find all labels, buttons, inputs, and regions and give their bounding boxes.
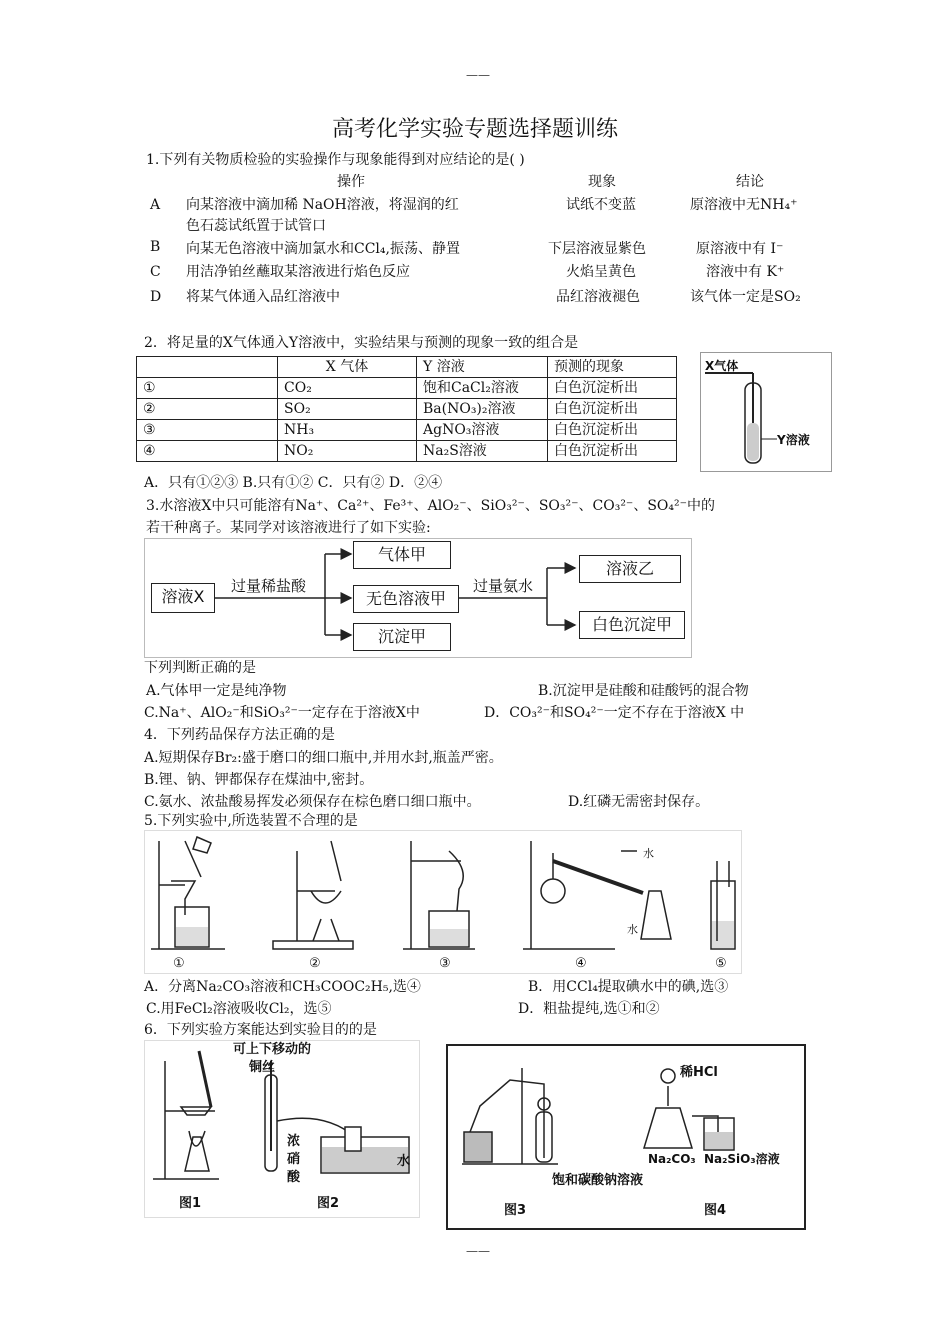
q4-stem: 4．下列药品保存方法正确的是 (144, 727, 335, 743)
q1-header-conclusion: 结论 (736, 174, 764, 190)
q6-figure-1-2 (144, 1040, 420, 1218)
q2-cell: 白色沉淀析出 (548, 441, 677, 462)
table-row (137, 420, 677, 441)
q2-cell: Ba(NO₃)₂溶液 (417, 399, 548, 420)
q2-cell: AgNO₃溶液 (417, 420, 548, 441)
q3-flowchart (144, 538, 692, 658)
q2-table (136, 356, 677, 462)
q5-stem: 5.下列实验中,所选装置不合理的是 (144, 813, 358, 829)
copper-nitric-apparatus-icon (145, 1041, 419, 1217)
q1-option-b-concl: 原溶液中有 I⁻ (696, 241, 784, 257)
q5-water-label-1: 水 (643, 847, 654, 860)
flow-arrow2-label: 过量氨水 (473, 577, 534, 595)
q1-option-d-op: 将某气体通入品红溶液中 (186, 289, 340, 305)
q2-cell: NH₃ (278, 420, 417, 441)
page-mark-top: —— (466, 68, 490, 82)
q2-cell: SO₂ (278, 399, 417, 420)
flow-sol2-box: 溶液乙 (579, 555, 681, 583)
q6-fig2-label-1: 可上下移动的 (233, 1042, 312, 1057)
q6-fig2-water: 水 (397, 1154, 411, 1169)
q4-option-b: B.锂、钠、钾都保存在煤油中,密封。 (144, 772, 374, 788)
q1-option-c-phen: 火焰呈黄色 (566, 264, 636, 280)
table-row (137, 441, 677, 462)
flow-precip-box: 沉淀甲 (353, 623, 451, 651)
q5-option-d: D．粗盐提纯,选①和② (518, 1001, 660, 1017)
q5-label-4: ④ (575, 956, 587, 971)
q3-option-a: A.气体甲一定是纯净物 (146, 683, 287, 699)
q1-option-b-label: B (150, 239, 161, 255)
flow-start-box: 溶液X (151, 583, 215, 613)
q1-option-d-concl: 该气体一定是SO₂ (690, 289, 801, 305)
q6-stem: 6．下列实验方案能达到实验目的的是 (144, 1022, 377, 1038)
q2-cell: CO₂ (278, 378, 417, 399)
q6-fig-3-label: 图3 (504, 1203, 527, 1218)
q1-option-a-phen: 试纸不变蓝 (566, 197, 636, 213)
q2-th-3: 预测的现象 (548, 357, 677, 378)
q2-fig-x-label: X气体 (705, 359, 739, 373)
q3-ask: 下列判断正确的是 (144, 660, 256, 676)
q5-label-1: ① (173, 956, 185, 971)
q1-option-d-label: D (150, 289, 162, 305)
q2-cell: 白色沉淀析出 (548, 378, 677, 399)
q1-option-d-phen: 品红溶液褪色 (556, 289, 640, 305)
q6-figure-3-4 (446, 1044, 806, 1230)
table-row (137, 399, 677, 420)
q5-water-label-2: 水 (627, 923, 638, 936)
flow-arrow1-label: 过量稀盐酸 (231, 577, 307, 595)
q3-option-b: B.沉淀甲是硅酸和硅酸钙的混合物 (538, 683, 749, 699)
q2-stem: 2．将足量的X气体通入Y溶液中，实验结果与预测的现象一致的组合是 (144, 335, 579, 351)
q2-cell: 饱和CaCl₂溶液 (417, 378, 548, 399)
q5-label-5: ⑤ (715, 956, 727, 971)
flow-liquid-box: 无色溶液甲 (353, 585, 459, 613)
q2-options: A．只有①②③ B.只有①② C．只有② D．②④ (144, 475, 443, 491)
q1-option-b-phen: 下层溶液显紫色 (548, 241, 646, 257)
q1-option-a-concl: 原溶液中无NH₄⁺ (690, 197, 798, 213)
q6-fig4-na2sio3: Na₂SiO₃溶液 (704, 1152, 780, 1166)
q2-cell: ③ (137, 420, 278, 441)
q1-option-c-label: C (150, 264, 161, 280)
q5-option-a: A．分离Na₂CO₃溶液和CH₃COOC₂H₅,选④ (144, 979, 421, 995)
q6-fig2-acid-1: 浓 (287, 1134, 301, 1149)
q6-fig-2-label: 图2 (317, 1196, 340, 1211)
q1-option-a-label: A (150, 197, 161, 213)
flow-precip2-box: 白色沉淀甲 (579, 611, 685, 639)
q4-option-d: D.红磷无需密封保存。 (568, 794, 710, 810)
q2-cell: ② (137, 399, 278, 420)
q1-header-operation: 操作 (337, 174, 365, 190)
q2-cell: ① (137, 378, 278, 399)
q1-option-a-op: 向某溶液中滴加稀 NaOH溶液，将湿润的红 (186, 197, 459, 213)
q1-option-c-concl: 溶液中有 K⁺ (706, 264, 785, 280)
q6-fig3-label: 饱和碳酸钠溶液 (552, 1173, 644, 1188)
q1-option-b-op: 向某无色溶液中滴加氯水和CCl₄,振荡、静置 (186, 241, 460, 257)
q5-label-3: ③ (439, 956, 451, 971)
q2-cell: ④ (137, 441, 278, 462)
q6-fig2-label-2: 铜丝 (249, 1060, 276, 1075)
q2-figure (700, 352, 832, 472)
q6-fig4-hcl: 稀HCl (680, 1065, 718, 1080)
q2-cell: 白色沉淀析出 (548, 420, 677, 441)
q2-cell: NO₂ (278, 441, 417, 462)
q6-fig2-acid-3: 酸 (287, 1170, 301, 1185)
esterification-acid-apparatus-icon (448, 1046, 804, 1228)
q5-option-b: B．用CCl₄提取碘水中的碘,选③ (528, 979, 729, 995)
q4-option-c: C.氨水、浓盐酸易挥发必须保存在棕色磨口细口瓶中。 (144, 794, 481, 810)
q4-option-a: A.短期保存Br₂:盛于磨口的细口瓶中,并用水封,瓶盖严密。 (144, 750, 503, 766)
q3-option-d: D．CO₃²⁻和SO₄²⁻一定不存在于溶液X 中 (484, 705, 745, 721)
q1-stem: 1.下列有关物质检验的实验操作与现象能得到对应结论的是( ) (146, 152, 525, 168)
q6-fig4-na2co3: Na₂CO₃ (648, 1152, 696, 1166)
q2-fig-y-label: Y溶液 (777, 433, 810, 447)
q3-stem-2: 若干种离子。某同学对该溶液进行了如下实验: (146, 520, 431, 536)
q3-stem-1: 3.水溶液X中只可能溶有Na⁺、Ca²⁺、Fe³⁺、AlO₂⁻、SiO₃²⁻、SO₃²⁻、CO₃²⁻、SO₄²⁻中的 (146, 498, 716, 514)
q1-header-phenomenon: 现象 (588, 174, 616, 190)
table-row (137, 378, 677, 399)
q1-option-c-op: 用洁净铂丝蘸取某溶液进行焰色反应 (186, 264, 410, 280)
q2-cell: Na₂S溶液 (417, 441, 548, 462)
page-mark-bottom: —— (466, 1244, 490, 1258)
q6-fig-4-label: 图4 (704, 1203, 727, 1218)
q6-fig2-acid-2: 硝 (287, 1152, 301, 1167)
q2-cell: 白色沉淀析出 (548, 399, 677, 420)
q5-label-2: ② (309, 956, 321, 971)
q5-option-c: C.用FeCl₂溶液吸收Cl₂，选⑤ (146, 1001, 332, 1017)
q3-option-c: C.Na⁺、AlO₂⁻和SiO₃²⁻一定存在于溶液X中 (144, 705, 420, 721)
q5-figure (144, 830, 742, 974)
q2-th-1: X 气体 (278, 357, 417, 378)
page-title: 高考化学实验专题选择题训练 (331, 117, 618, 142)
q2-th-2: Y 溶液 (417, 357, 548, 378)
q6-fig-1-label: 图1 (179, 1196, 202, 1211)
q2-th-0 (137, 357, 278, 378)
flow-gas-box: 气体甲 (353, 541, 451, 569)
q1-option-a-op2: 色石蕊试纸置于试管口 (186, 218, 326, 234)
